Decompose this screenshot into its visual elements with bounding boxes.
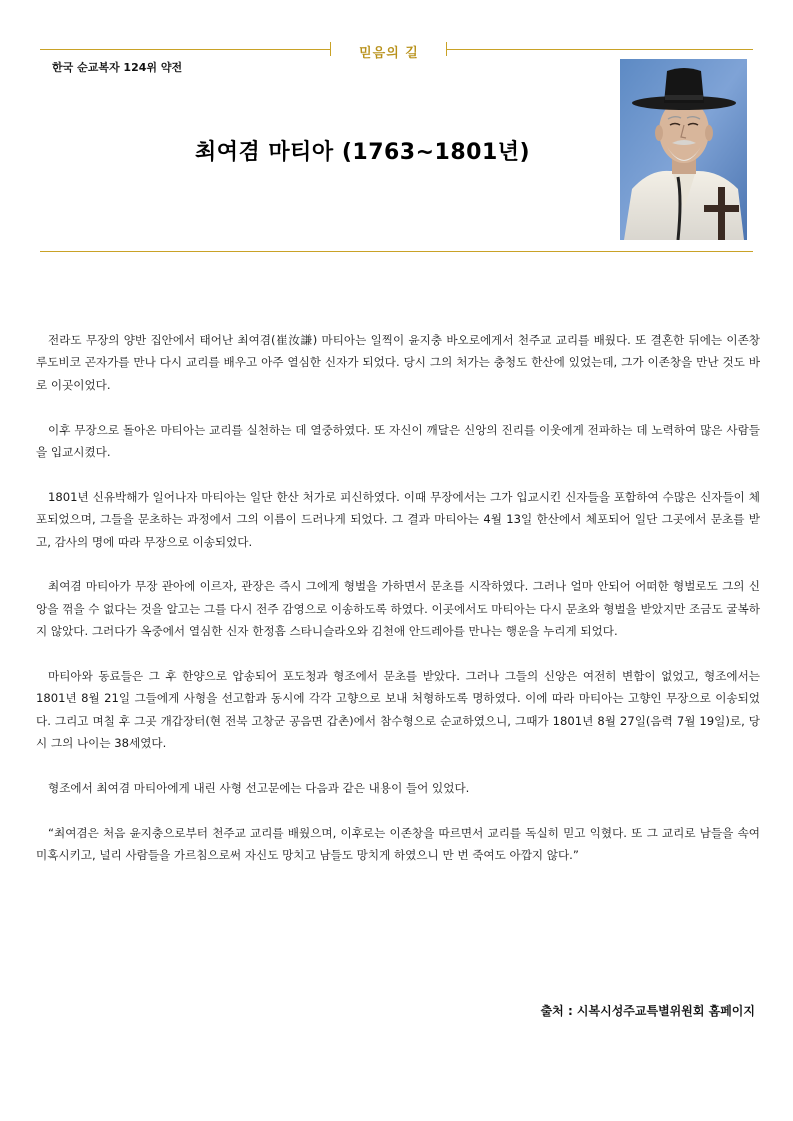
portrait-image [620, 59, 747, 240]
paragraph: 마티아와 동료들은 그 후 한양으로 압송되어 포도청과 형조에서 문초를 받았다. 그러나 그들의 신앙은 여전히 변함이 없었고, 형조에서는 1801년 8월 21일 그들에게 사형을 선고함과 동시에 각각 고향으로 보내 처형하도록 명하였다. 이에 따라 마티아는 고향인 무장으로 이송되었다. 그리고 며칠 후 그곳 개갑장터(현 전북 고창군 공음면 갑촌)에서 참수형으로 순교하였으니, 그때가 1801년 8월 27일(음력 7월 19일)로, 당시 그의 나이는 38세였다. [36, 669, 760, 751]
paragraph: 이후 무장으로 돌아온 마티아는 교리를 실천하는 데 열중하였다. 또 자신이 깨달은 신앙의 진리를 이웃에게 전파하는 데 노력하여 많은 사람들을 입교시켰다. [36, 422, 760, 460]
page-title: 최여겸 마티아 (1763~1801년) [195, 140, 531, 165]
paragraph: 형조에서 최여겸 마티아에게 내린 사형 선고문에는 다음과 같은 내용이 들어 있었다. [48, 781, 470, 796]
header-rule-right [447, 49, 753, 50]
header-rule-divider-left [330, 42, 331, 56]
source-credit: 출처 : 시복시성주교특별위원회 홈페이지 [540, 1004, 755, 1018]
paragraph: 전라도 무장의 양반 집안에서 태어난 최여겸(崔汝謙) 마티아는 일찍이 윤지충 바오로에게서 천주교 교리를 배웠다. 또 결혼한 뒤에는 이존창 루도비코 곤자가를 만나 다시 교리를 배우고 아주 열심한 신자가 되었다. 당시 그의 처가는 충청도 한산에 있었는데, 그가 이존창을 만난 것도 바로 이곳이었다. [36, 333, 760, 392]
page-subtitle: 한국 순교복자 124위 약전 [52, 61, 183, 74]
quote-paragraph: “최여겸은 처음 윤지충으로부터 천주교 교리를 배웠으며, 이후로는 이존창을 따르면서 교리를 독실히 믿고 익혔다. 또 그 교리로 남들을 속여 미혹시키고, 널리 사람들을 가르침으로써 자신도 망치고 남들도 망치게 하였으니 만 번 죽여도 아깝지 않다.” [36, 825, 760, 863]
header-rule-left [40, 49, 330, 50]
header-bottom-rule [40, 251, 753, 252]
paragraph: 1801년 신유박해가 일어나자 마티아는 일단 한산 처가로 피신하였다. 이때 무장에서는 그가 입교시킨 신자들을 포함하여 수많은 신자들이 체포되었으며, 그들을 문초하는 과정에서 그의 이름이 드러나게 되었다. 그 결과 마티아는 4월 13일 한산에서 체포되어 일단 그곳에서 문초를 받고, 감사의 명에 따라 무장으로 이송되었다. [36, 489, 760, 549]
article-body [36, 329, 760, 889]
section-label: 믿음의 길 [359, 46, 419, 61]
paragraph: 최여겸 마티아가 무장 관아에 이르자, 관장은 즉시 그에게 형벌을 가하면서 문초를 시작하였다. 그러나 얼마 안되어 어떠한 형벌로도 그의 신앙을 꺾을 수 없다는 것을 알고는 그를 다시 전주 감영으로 이송하도록 하였다. 이곳에서도 마티아는 다시 문초와 형벌을 받았지만 조금도 굴복하지 않았다. 그러다가 옥중에서 열심한 신자 한정흠 스타니슬라오와 김천애 안드레아를 만나는 행운을 누리게 되었다. [36, 579, 760, 639]
